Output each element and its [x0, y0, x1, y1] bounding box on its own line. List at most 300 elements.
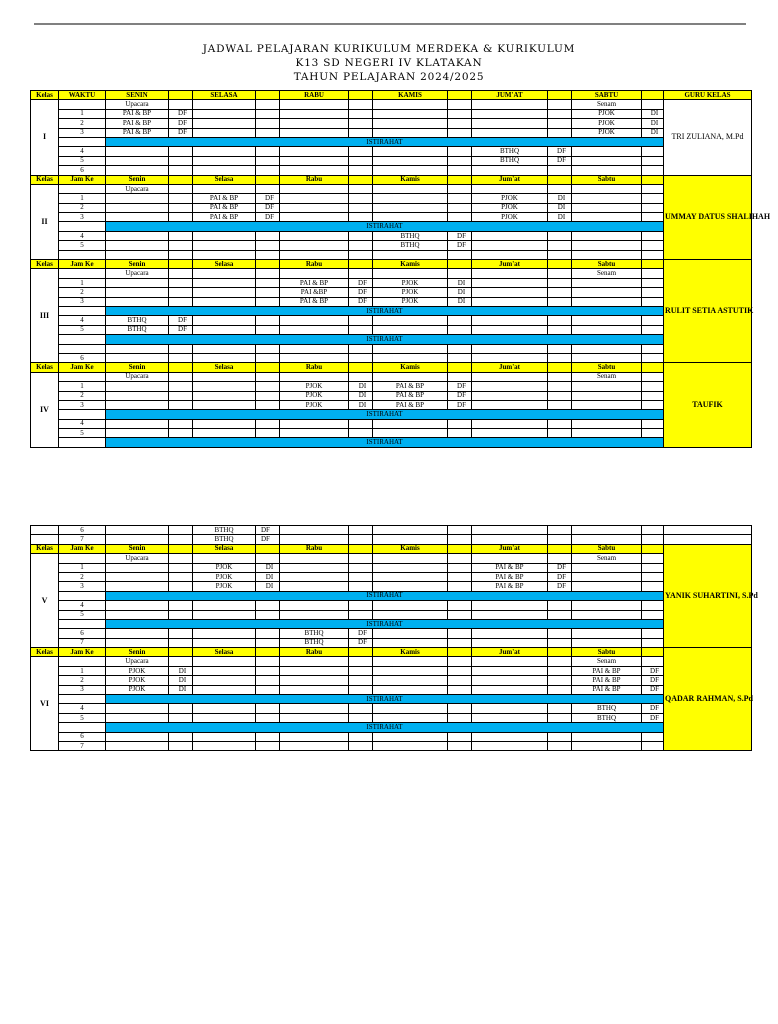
subject-cell: [106, 704, 169, 713]
subject-cell: [572, 601, 642, 610]
header-selasa-code: [256, 175, 280, 184]
lesson-row: [31, 156, 752, 165]
subject-cell: [472, 288, 548, 297]
teacher-code-cell: [642, 241, 664, 250]
teacher-code-cell: [169, 601, 193, 610]
teacher-code-cell: [448, 109, 472, 118]
teacher-code-cell: [256, 100, 280, 109]
subject-cell: [280, 184, 349, 193]
teacher-code-cell: [349, 676, 373, 685]
teacher-code-cell: [349, 572, 373, 581]
header-selasa: SELASA: [193, 91, 256, 100]
subject-cell: BTHQ: [572, 713, 642, 722]
schedule-table-top: [30, 90, 771, 448]
subject-cell: [472, 629, 548, 638]
subject-cell: [193, 344, 256, 353]
subject-cell: [572, 563, 642, 572]
teacher-code-cell: [169, 372, 193, 381]
subject-cell: BTHQ: [106, 316, 169, 325]
teacher-code-cell: [349, 554, 373, 563]
subject-cell: PJOK: [572, 119, 642, 128]
teacher-code-cell: [448, 344, 472, 353]
teacher-code-cell: DF: [548, 563, 572, 572]
subject-cell: [280, 610, 349, 619]
teacher-code-cell: [169, 241, 193, 250]
subject-cell: [373, 119, 448, 128]
subject-cell: BTHQ: [193, 535, 256, 544]
teacher-code-cell: [548, 184, 572, 193]
subject-cell: [193, 269, 256, 278]
subject-cell: [193, 429, 256, 438]
teacher-code-cell: [642, 601, 664, 610]
teacher-code-cell: DF: [349, 278, 373, 287]
subject-cell: PJOK: [373, 288, 448, 297]
jam-cell: [59, 250, 106, 259]
subject-cell: [472, 666, 548, 675]
teacher-code-cell: [169, 704, 193, 713]
teacher-code-cell: DI: [256, 582, 280, 591]
teacher-code-cell: [169, 147, 193, 156]
subject-cell: [280, 316, 349, 325]
subject-cell: [572, 231, 642, 240]
teacher-code-cell: [349, 601, 373, 610]
istirahat-row: [31, 410, 752, 419]
lesson-row: [31, 638, 752, 647]
jam-cell: 4: [59, 316, 106, 325]
teacher-code-cell: [349, 325, 373, 334]
subject-cell: [472, 741, 548, 750]
subject-cell: PAI & BP: [106, 119, 169, 128]
jam-cell: 7: [59, 638, 106, 647]
teacher-code-cell: [256, 419, 280, 428]
subject-cell: BTHQ: [373, 241, 448, 250]
teacher-code-cell: [349, 685, 373, 694]
lesson-row: [31, 685, 752, 694]
teacher-code-cell: [642, 250, 664, 259]
subject-cell: [280, 231, 349, 240]
teacher-code-cell: [256, 554, 280, 563]
jam-cell: 3: [59, 128, 106, 137]
subject-cell: PAI & BP: [373, 382, 448, 391]
teacher-code-cell: [448, 563, 472, 572]
subject-cell: Upacara: [106, 100, 169, 109]
teacher-code-cell: [548, 325, 572, 334]
teacher-code-cell: DI: [349, 391, 373, 400]
istirahat-row: [31, 335, 752, 344]
teacher-code-cell: [642, 638, 664, 647]
subject-cell: [193, 147, 256, 156]
subject-cell: [280, 241, 349, 250]
teacher-code-cell: [349, 704, 373, 713]
header-kelas: Kelas: [31, 175, 59, 184]
subject-cell: [193, 288, 256, 297]
subject-cell: [472, 241, 548, 250]
header-rabu: Rabu: [280, 363, 349, 372]
teacher-code-cell: [642, 316, 664, 325]
teacher-code-cell: [548, 610, 572, 619]
subject-cell: [373, 535, 448, 544]
header-sabtu-code: [642, 91, 664, 100]
header-jamke: Jam Ke: [59, 544, 106, 553]
subject-cell: [472, 535, 548, 544]
teacher-code-cell: [169, 213, 193, 222]
subject-cell: PJOK: [106, 676, 169, 685]
teacher-code-cell: [169, 344, 193, 353]
lesson-row: [31, 100, 752, 109]
teacher-code-cell: DI: [349, 382, 373, 391]
lesson-row: [31, 269, 752, 278]
subject-cell: [193, 741, 256, 750]
jam-cell: 1: [59, 563, 106, 572]
jam-cell: [59, 554, 106, 563]
subject-cell: [572, 582, 642, 591]
subject-cell: [373, 419, 448, 428]
subject-cell: PAI & BP: [373, 400, 448, 409]
teacher-code-cell: [349, 194, 373, 203]
teacher-code-cell: [256, 128, 280, 137]
teacher-code-cell: DF: [448, 391, 472, 400]
teacher-code-cell: [256, 676, 280, 685]
subject-cell: [373, 429, 448, 438]
subject-cell: [472, 382, 548, 391]
subject-cell: [280, 119, 349, 128]
teacher-code-cell: DF: [642, 704, 664, 713]
subject-cell: [280, 166, 349, 175]
subject-cell: [280, 203, 349, 212]
lesson-row: [31, 241, 752, 250]
header-selasa: Selasa: [193, 175, 256, 184]
teacher-code-cell: [169, 526, 193, 535]
teacher-code-cell: [169, 278, 193, 287]
teacher-code-cell: [548, 269, 572, 278]
teacher-code-cell: [548, 166, 572, 175]
subject-cell: [572, 732, 642, 741]
teacher-code-cell: [548, 666, 572, 675]
subject-cell: [280, 741, 349, 750]
subject-cell: [193, 166, 256, 175]
teacher-code-cell: [448, 704, 472, 713]
guru-kelas: YANIK SUHARTINI, S.Pd: [664, 544, 752, 647]
subject-cell: [472, 353, 548, 362]
jam-cell: 6: [59, 732, 106, 741]
teacher-code-cell: DF: [548, 582, 572, 591]
header-senin: Senin: [106, 260, 169, 269]
teacher-code-cell: [548, 429, 572, 438]
subject-cell: [572, 288, 642, 297]
teacher-code-cell: [256, 732, 280, 741]
subject-cell: Upacara: [106, 372, 169, 381]
subject-cell: PAI & BP: [373, 391, 448, 400]
teacher-code-cell: [448, 128, 472, 137]
jam-cell: 2: [59, 203, 106, 212]
header-kamis: Kamis: [373, 544, 448, 553]
jam-cell: 5: [59, 713, 106, 722]
teacher-code-cell: [169, 741, 193, 750]
istirahat-bar: ISTIRAHAT: [106, 723, 664, 732]
subject-cell: [373, 128, 448, 137]
subject-cell: [193, 666, 256, 675]
teacher-code-cell: [169, 391, 193, 400]
teacher-code-cell: [448, 203, 472, 212]
teacher-code-cell: [448, 119, 472, 128]
header-senin-code: [169, 260, 193, 269]
subject-cell: [373, 629, 448, 638]
subject-cell: [193, 554, 256, 563]
subject-cell: [373, 250, 448, 259]
header-kelas: Kelas: [31, 648, 59, 657]
teacher-code-cell: [548, 419, 572, 428]
subject-cell: [472, 250, 548, 259]
teacher-code-cell: DF: [169, 119, 193, 128]
teacher-code-cell: [448, 713, 472, 722]
subject-cell: Senam: [572, 269, 642, 278]
subject-cell: [472, 554, 548, 563]
subject-cell: [472, 657, 548, 666]
teacher-code-cell: [169, 288, 193, 297]
istirahat-bar: ISTIRAHAT: [106, 438, 664, 447]
istirahat-row: [31, 695, 752, 704]
subject-cell: [472, 184, 548, 193]
jam-cell: 6: [59, 526, 106, 535]
subject-cell: [280, 419, 349, 428]
lesson-row: [31, 657, 752, 666]
kelas-label: VI: [31, 657, 59, 751]
teacher-code-cell: [448, 372, 472, 381]
teacher-code-cell: [642, 419, 664, 428]
jam-cell: 6: [59, 166, 106, 175]
teacher-code-cell: [448, 213, 472, 222]
teacher-code-cell: [448, 353, 472, 362]
subject-cell: [572, 419, 642, 428]
teacher-code-cell: [349, 419, 373, 428]
subject-cell: Upacara: [106, 554, 169, 563]
teacher-code-cell: DI: [448, 278, 472, 287]
jam-cell: 7: [59, 535, 106, 544]
teacher-code-cell: [169, 732, 193, 741]
teacher-code-cell: [548, 250, 572, 259]
header-kelas: Kelas: [31, 544, 59, 553]
subject-cell: BTHQ: [280, 629, 349, 638]
teacher-code-cell: [349, 372, 373, 381]
subject-cell: [280, 666, 349, 675]
subject-cell: [472, 704, 548, 713]
jam-cell: [59, 335, 106, 344]
subject-cell: PAI & BP: [472, 582, 548, 591]
teacher-code-cell: DI: [548, 194, 572, 203]
teacher-code-cell: [548, 526, 572, 535]
jam-cell: 4: [59, 231, 106, 240]
jam-cell: 3: [59, 685, 106, 694]
subject-cell: [106, 166, 169, 175]
teacher-code-cell: DF: [548, 147, 572, 156]
subject-cell: [373, 353, 448, 362]
teacher-code-cell: [256, 156, 280, 165]
header-selasa: Selasa: [193, 648, 256, 657]
teacher-code-cell: DI: [169, 685, 193, 694]
subject-cell: PAI & BP: [572, 676, 642, 685]
teacher-code-cell: [548, 241, 572, 250]
subject-cell: [193, 119, 256, 128]
teacher-code-cell: [548, 109, 572, 118]
teacher-code-cell: [169, 713, 193, 722]
header-selasa-code: [256, 363, 280, 372]
header-rabu-code: [349, 260, 373, 269]
header-kamis: Kamis: [373, 648, 448, 657]
lesson-row: [31, 250, 752, 259]
lesson-row: [31, 535, 752, 544]
header-rabu: RABU: [280, 91, 349, 100]
header-selasa-code: [256, 260, 280, 269]
lesson-row: [31, 344, 752, 353]
teacher-code-cell: [548, 391, 572, 400]
subject-cell: [572, 156, 642, 165]
teacher-code-cell: DF: [642, 713, 664, 722]
header-senin: Senin: [106, 544, 169, 553]
jam-cell: 3: [59, 297, 106, 306]
teacher-code-cell: [349, 535, 373, 544]
subject-cell: [193, 685, 256, 694]
subject-cell: PJOK: [572, 109, 642, 118]
header-sabtu: Sabtu: [572, 363, 642, 372]
header-senin-code: [169, 175, 193, 184]
lesson-row: [31, 213, 752, 222]
teacher-code-cell: [548, 353, 572, 362]
subject-cell: PJOK: [106, 685, 169, 694]
header-row: [31, 91, 752, 100]
header-jamke: Jam Ke: [59, 648, 106, 657]
istirahat-bar: ISTIRAHAT: [106, 222, 664, 231]
subject-cell: [193, 184, 256, 193]
header-rabu-code: [349, 363, 373, 372]
teacher-code-cell: [548, 128, 572, 137]
subject-cell: [280, 676, 349, 685]
teacher-code-cell: [642, 563, 664, 572]
subject-cell: [472, 391, 548, 400]
subject-cell: PAI & BP: [193, 203, 256, 212]
teacher-code-cell: [448, 572, 472, 581]
subject-cell: [106, 713, 169, 722]
lesson-row: [31, 325, 752, 334]
subject-cell: [193, 629, 256, 638]
teacher-code-cell: [256, 629, 280, 638]
teacher-code-cell: [548, 119, 572, 128]
jam-cell: 5: [59, 429, 106, 438]
subject-cell: PAI & BP: [572, 666, 642, 675]
lesson-row: [31, 713, 752, 722]
teacher-code-cell: [349, 156, 373, 165]
jam-cell: 4: [59, 601, 106, 610]
subject-cell: PJOK: [472, 194, 548, 203]
teacher-code-cell: DI: [548, 203, 572, 212]
subject-cell: [280, 250, 349, 259]
teacher-code-cell: [256, 241, 280, 250]
teacher-code-cell: [548, 382, 572, 391]
subject-cell: [280, 563, 349, 572]
header-jumat-code: [548, 363, 572, 372]
istirahat-bar: ISTIRAHAT: [106, 591, 664, 600]
subject-cell: PJOK: [373, 297, 448, 306]
subject-cell: [373, 147, 448, 156]
subject-cell: [280, 109, 349, 118]
subject-cell: [106, 429, 169, 438]
jam-cell: 5: [59, 156, 106, 165]
teacher-code-cell: [349, 100, 373, 109]
header-selasa-code: [256, 648, 280, 657]
header-rabu: Rabu: [280, 544, 349, 553]
teacher-code-cell: [642, 156, 664, 165]
header-jumat: Jum'at: [472, 363, 548, 372]
header-kamis: Kamis: [373, 260, 448, 269]
lesson-row: [31, 203, 752, 212]
jam-cell: 5: [59, 241, 106, 250]
subject-cell: [373, 526, 448, 535]
teacher-code-cell: [349, 166, 373, 175]
subject-cell: [572, 629, 642, 638]
kelas-label: I: [31, 100, 59, 175]
teacher-code-cell: [642, 372, 664, 381]
subject-cell: [373, 269, 448, 278]
teacher-code-cell: [256, 429, 280, 438]
jam-cell: [59, 137, 106, 146]
lesson-row: [31, 429, 752, 438]
subject-cell: [106, 288, 169, 297]
jam-cell: 1: [59, 278, 106, 287]
subject-cell: [280, 535, 349, 544]
subject-cell: [572, 391, 642, 400]
subject-cell: [106, 610, 169, 619]
teacher-code-cell: [349, 657, 373, 666]
header-kelas: Kelas: [31, 363, 59, 372]
header-jumat: Jum'at: [472, 175, 548, 184]
teacher-code-cell: [548, 741, 572, 750]
subject-cell: Upacara: [106, 184, 169, 193]
subject-cell: [373, 638, 448, 647]
teacher-code-cell: [349, 203, 373, 212]
teacher-code-cell: [642, 741, 664, 750]
teacher-code-cell: [169, 610, 193, 619]
teacher-code-cell: [448, 156, 472, 165]
kelas-label: [31, 535, 59, 544]
teacher-code-cell: [256, 231, 280, 240]
teacher-code-cell: [349, 563, 373, 572]
teacher-code-cell: [548, 344, 572, 353]
subject-cell: [472, 100, 548, 109]
subject-cell: PJOK: [472, 213, 548, 222]
subject-cell: [280, 147, 349, 156]
subject-cell: [373, 194, 448, 203]
teacher-code-cell: [349, 269, 373, 278]
header-sabtu-code: [642, 648, 664, 657]
istirahat-row: [31, 591, 752, 600]
jam-cell: 3: [59, 213, 106, 222]
teacher-code-cell: [256, 166, 280, 175]
subject-cell: PAI & BP: [280, 278, 349, 287]
lesson-row: [31, 741, 752, 750]
subject-cell: PJOK: [472, 203, 548, 212]
teacher-code-cell: [349, 666, 373, 675]
jam-cell: 1: [59, 109, 106, 118]
lesson-row: [31, 676, 752, 685]
subject-cell: [373, 704, 448, 713]
subject-cell: [572, 325, 642, 334]
subject-cell: BTHQ: [193, 526, 256, 535]
subject-cell: [280, 156, 349, 165]
teacher-code-cell: [642, 194, 664, 203]
teacher-code-cell: [256, 610, 280, 619]
teacher-code-cell: [548, 288, 572, 297]
teacher-code-cell: [448, 676, 472, 685]
subject-cell: PAI & BP: [193, 213, 256, 222]
